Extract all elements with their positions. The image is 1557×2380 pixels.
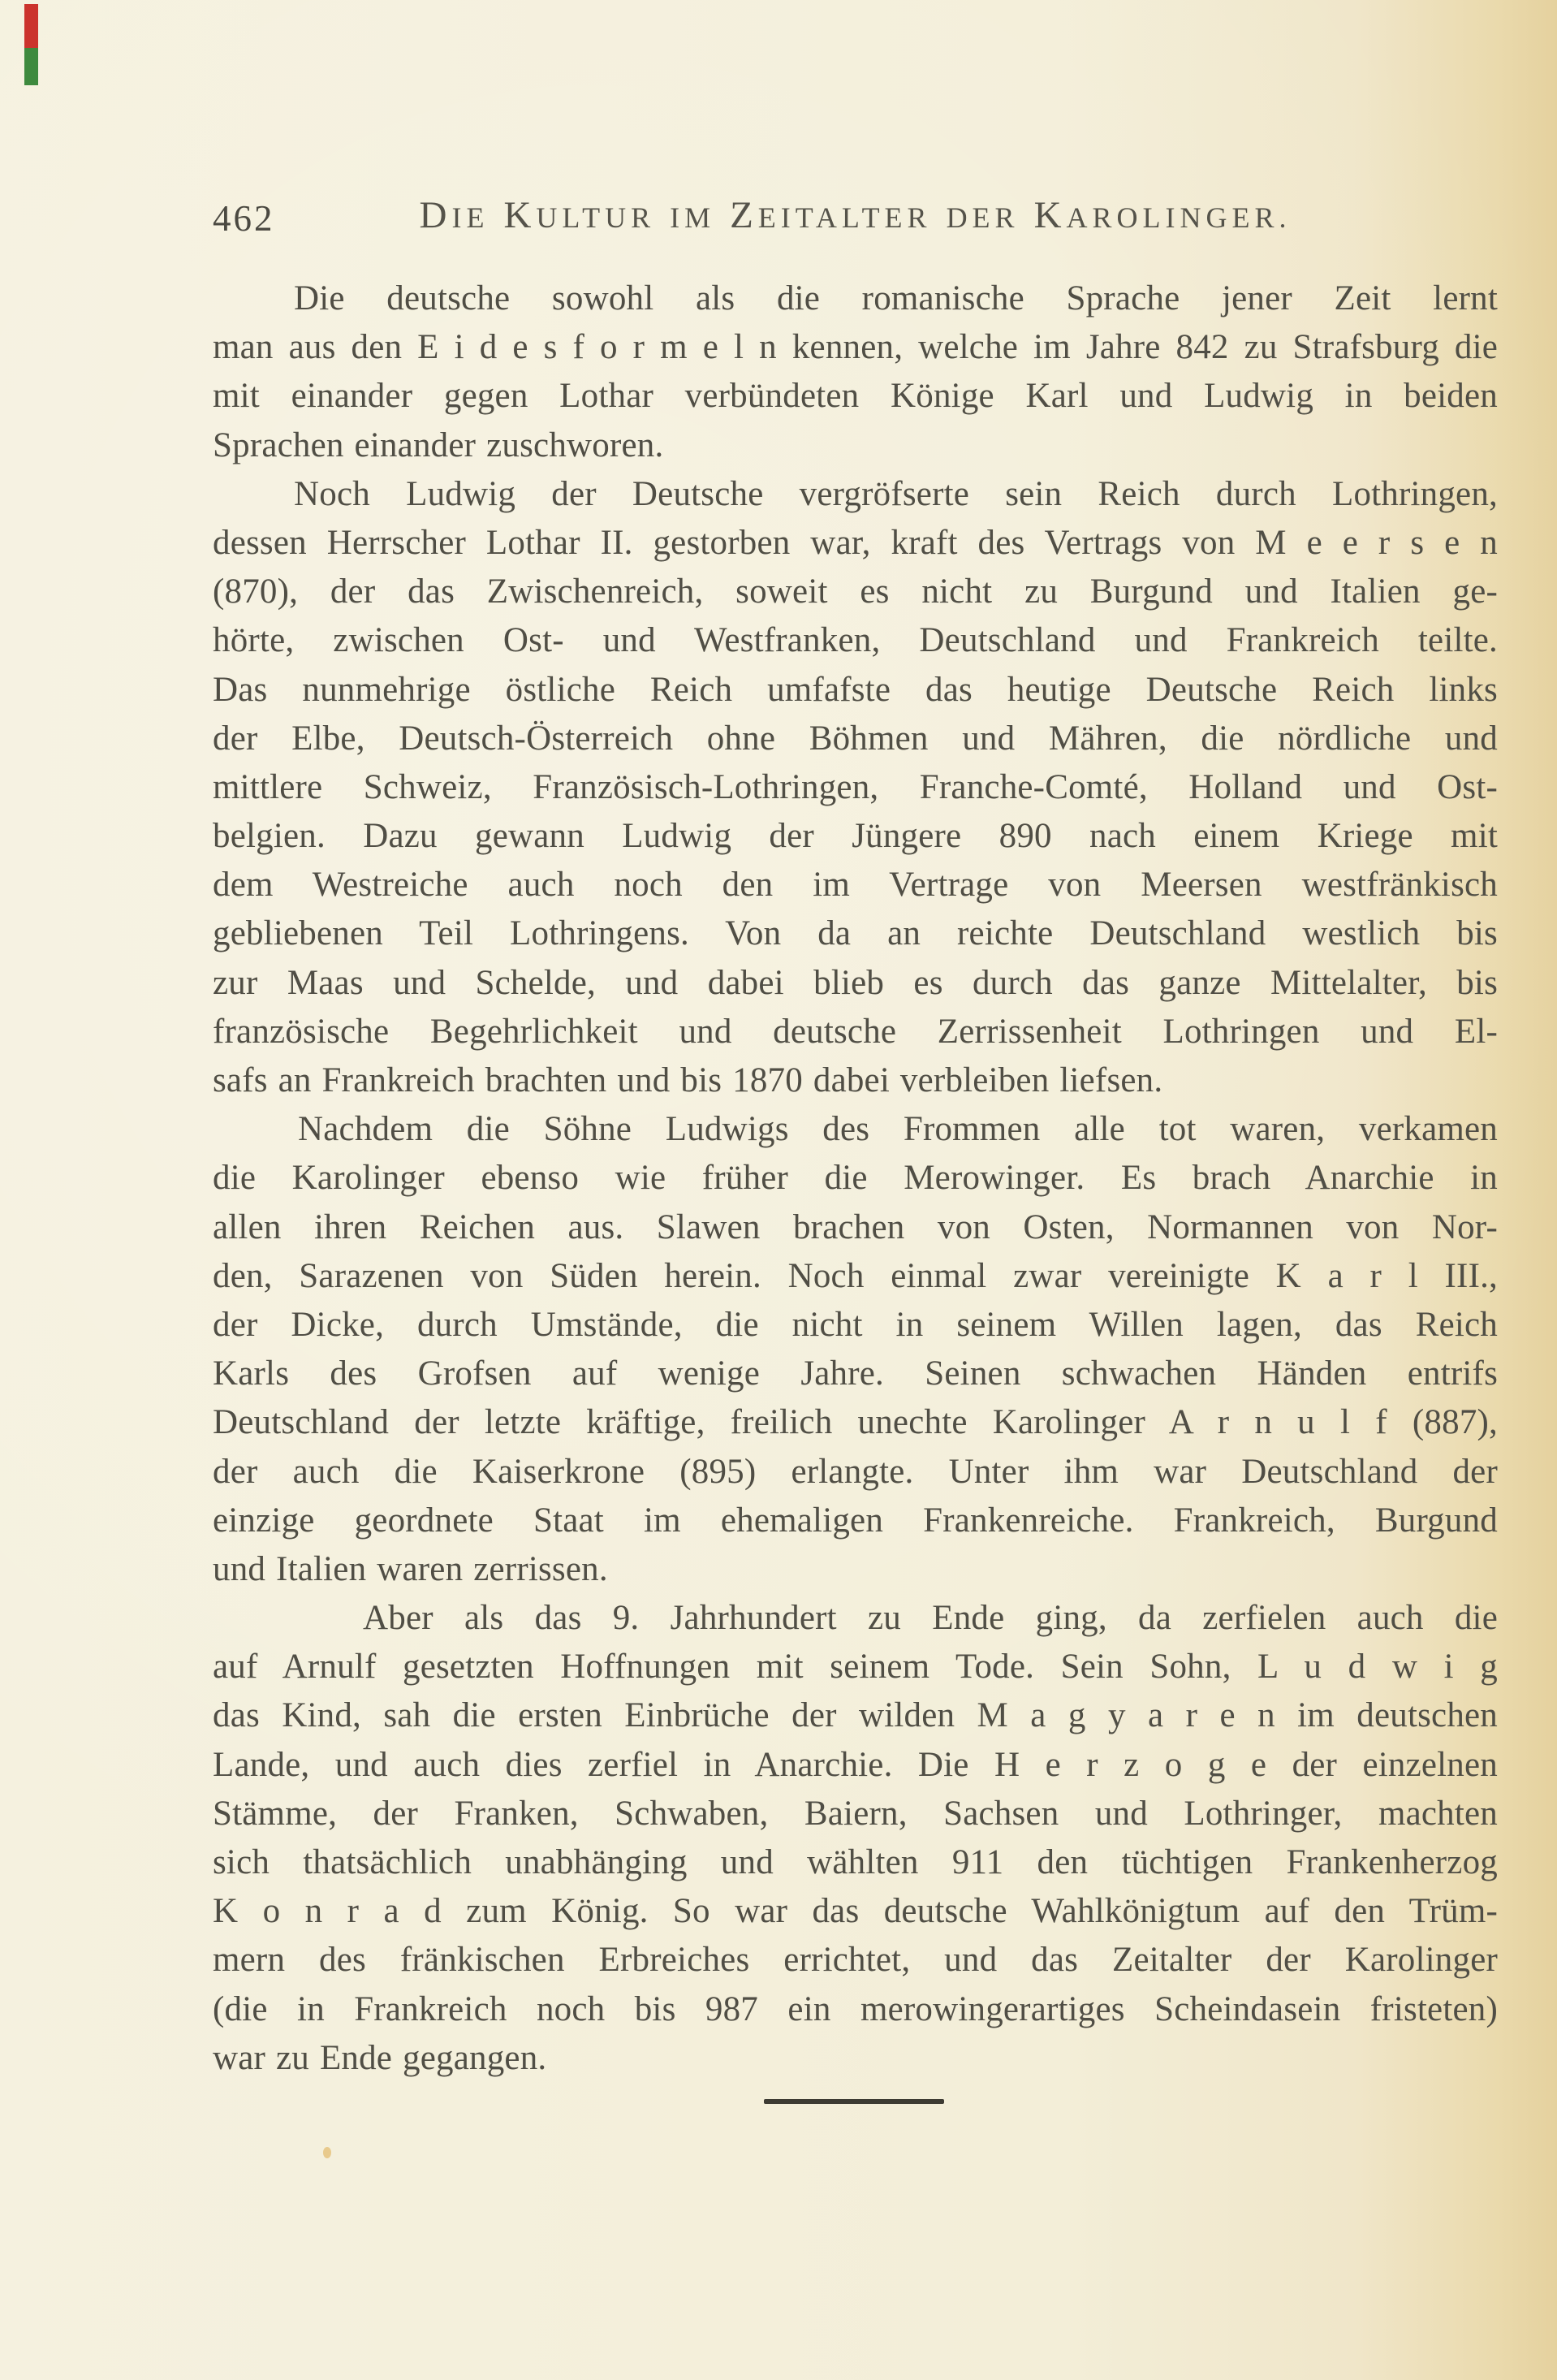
running-title: DIE KULTUR IM ZEITALTER DER KAROLINGER. bbox=[419, 194, 1292, 236]
text-line: der auch die Kaiserkrone (895) erlangte. Unter ihm war Deutschland der bbox=[213, 1452, 1498, 1491]
page-number: 462 bbox=[213, 198, 275, 239]
text-line: Die deutsche sowohl als die romanische Sprache jener Zeit lernt bbox=[294, 279, 1498, 317]
text-line: der Dicke, durch Umstände, die nicht in seinem Willen lagen, das Reich bbox=[213, 1305, 1498, 1344]
text-line: allen ihren Reichen aus. Slawen brachen von Osten, Normannen von Nor- bbox=[213, 1207, 1498, 1246]
text-line: Noch Ludwig der Deutsche vergröfserte sein Reich durch Lothringen, bbox=[294, 474, 1498, 513]
text-line: mit einander gegen Lothar verbündeten Könige Karl und Ludwig in beiden bbox=[213, 377, 1498, 416]
text-line: Das nunmehrige östliche Reich umfafste das heutige Deutsche Reich links bbox=[213, 670, 1498, 709]
text-line: auf Arnulf gesetzten Hoffnungen mit seinem Tode. Sein Sohn, L u d w i g bbox=[213, 1648, 1498, 1687]
text-line: und Italien waren zerrissen. bbox=[213, 1549, 608, 1588]
text-line: hörte, zwischen Ost- und Westfranken, Deutschland und Frankreich teilte. bbox=[213, 621, 1498, 660]
text-line: die Karolinger ebenso wie früher die Merowinger. Es brach Anarchie in bbox=[213, 1159, 1498, 1198]
paper-speck bbox=[323, 2147, 331, 2158]
text-line: Stämme, der Franken, Schwaben, Baiern, Sachsen und Lothringer, machten bbox=[213, 1794, 1498, 1833]
text-line: mern des fränkischen Erbreiches errichtet, und das Zeitalter der Karolinger bbox=[213, 1941, 1498, 1980]
text-line: K o n r a d zum König. So war das deutsche Wahlkönigtum auf den Trüm- bbox=[213, 1892, 1498, 1931]
text-line: der Elbe, Deutsch-Österreich ohne Böhmen und Mähren, die nördliche und bbox=[213, 719, 1498, 758]
section-divider-rule bbox=[764, 2099, 944, 2104]
text-line: einzige geordnete Staat im ehemaligen Frankenreiche. Frankreich, Burgund bbox=[213, 1501, 1498, 1540]
scan-color-mark-green bbox=[24, 48, 38, 85]
text-line: das Kind, sah die ersten Einbrüche der wilden M a g y a r e n im deutschen bbox=[213, 1696, 1498, 1735]
text-line: sich thatsächlich unabhänging und wählten 911 den tüchtigen Frankenherzog bbox=[213, 1843, 1498, 1881]
text-line: Lande, und auch dies zerfiel in Anarchie. Die H e r z o g e der einzelnen bbox=[213, 1745, 1498, 1784]
text-line: französische Begehrlichkeit und deutsche Zerrissenheit Lothringen und El- bbox=[213, 1012, 1498, 1051]
text-line: Karls des Grofsen auf wenige Jahre. Seinen schwachen Händen entrifs bbox=[213, 1354, 1498, 1393]
scan-color-mark-red bbox=[24, 4, 38, 48]
text-line: Nachdem die Söhne Ludwigs des Frommen alle tot waren, verkamen bbox=[298, 1110, 1498, 1149]
text-line: belgien. Dazu gewann Ludwig der Jüngere 890 nach einem Kriege mit bbox=[213, 817, 1498, 856]
text-line: war zu Ende gegangen. bbox=[213, 2038, 547, 2077]
body-text bbox=[213, 274, 1498, 2083]
text-line: zur Maas und Schelde, und dabei blieb es durch das ganze Mittelalter, bis bbox=[213, 963, 1498, 1002]
text-line: Aber als das 9. Jahrhundert zu Ende ging, da zerfielen auch die bbox=[363, 1599, 1498, 1638]
text-line: (die in Frankreich noch bis 987 ein merowingerartiges Scheindasein fristeten) bbox=[213, 1989, 1498, 2028]
text-line: gebliebenen Teil Lothringens. Von da an reichte Deutschland westlich bis bbox=[213, 914, 1498, 953]
text-line: (870), der das Zwischenreich, soweit es nicht zu Burgund und Italien ge- bbox=[213, 572, 1498, 611]
text-line: dem Westreiche auch noch den im Vertrage von Meersen westfränkisch bbox=[213, 866, 1498, 905]
text-line: man aus den E i d e s f o r m e l n kennen, welche im Jahre 842 zu Strafsburg die bbox=[213, 328, 1498, 367]
text-line: safs an Frankreich brachten und bis 1870 dabei verbleiben liefsen. bbox=[213, 1061, 1163, 1099]
text-line: den, Sarazenen von Süden herein. Noch einmal zwar vereinigte K a r l III., bbox=[213, 1256, 1498, 1295]
text-line: Sprachen einander zuschworen. bbox=[213, 425, 664, 464]
text-line: Deutschland der letzte kräftige, freilich unechte Karolinger A r n u l f (887), bbox=[213, 1403, 1498, 1442]
text-line: dessen Herrscher Lothar II. gestorben war, kraft des Vertrags von M e e r s e n bbox=[213, 523, 1498, 562]
text-line: mittlere Schweiz, Französisch-Lothringen, Franche-Comté, Holland und Ost- bbox=[213, 767, 1498, 806]
